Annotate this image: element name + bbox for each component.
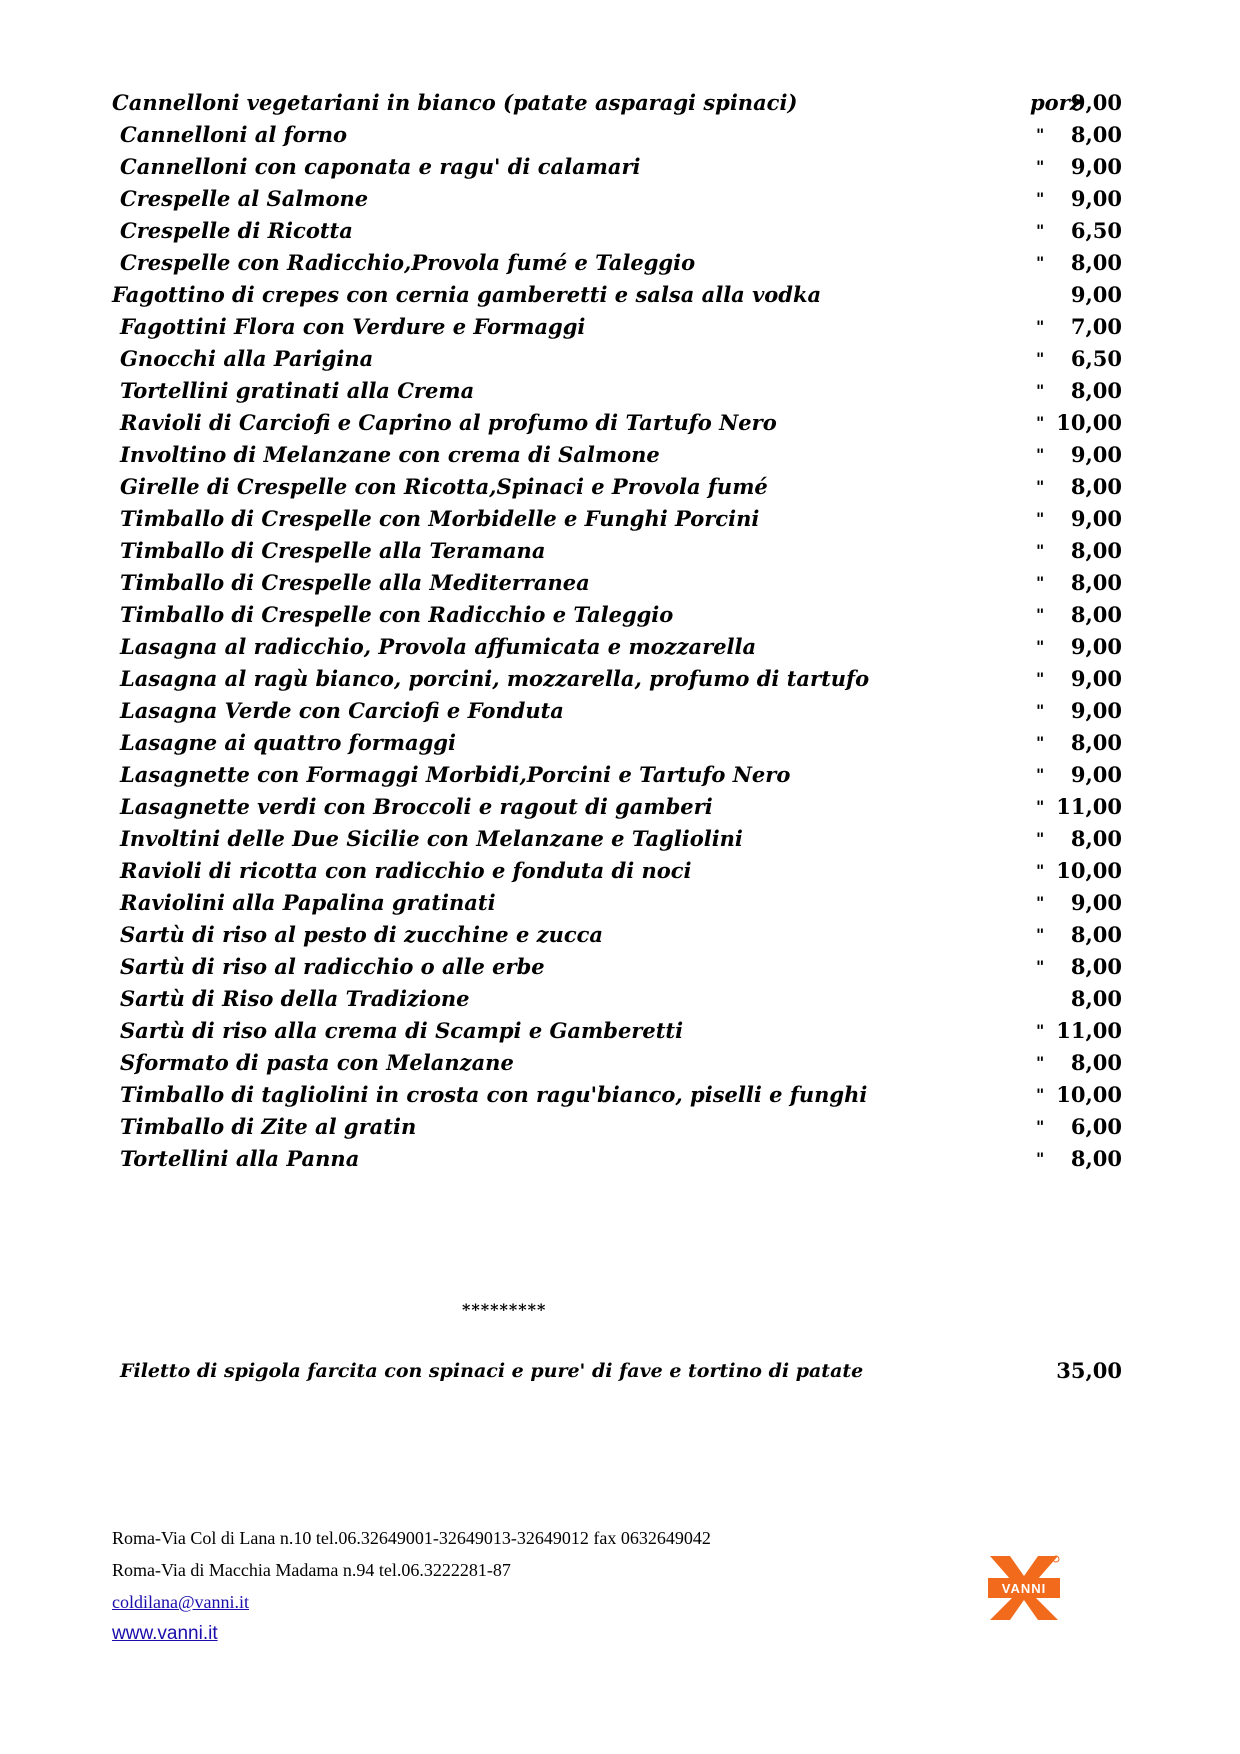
- dish-name: Lasagna al ragù bianco, porcini, mozzarella, profumo di tartufo: [120, 666, 870, 691]
- dish-unit: ": [1036, 541, 1045, 560]
- dish-name: Crespelle di Ricotta: [120, 218, 353, 243]
- menu-row: [112, 695, 1122, 727]
- dish-unit: ": [1036, 1117, 1045, 1136]
- dish-unit: ": [1036, 1149, 1045, 1168]
- menu-row: [112, 1143, 1122, 1175]
- dish-price: 9,00: [1070, 698, 1122, 723]
- dish-price: 8,00: [1070, 378, 1122, 403]
- menu-row: [112, 1111, 1122, 1143]
- dish-unit: ": [1036, 157, 1045, 176]
- dish-price: 9,00: [1070, 890, 1122, 915]
- menu-row: [112, 567, 1122, 599]
- dish-unit: ": [1036, 1053, 1045, 1072]
- menu-row: [112, 119, 1122, 151]
- dish-unit: ": [1036, 125, 1045, 144]
- menu-row: [112, 407, 1122, 439]
- menu-row: [112, 823, 1122, 855]
- dish-name: Involtini delle Due Sicilie con Melanzane e Tagliolini: [120, 826, 743, 851]
- menu-row: [112, 727, 1122, 759]
- separator: *********: [462, 1300, 547, 1319]
- dish-price: 9,00: [1070, 282, 1122, 307]
- dish-unit: ": [1036, 253, 1045, 272]
- dish-name: Girelle di Crespelle con Ricotta,Spinaci e Provola fumé: [120, 474, 768, 499]
- dish-price: 11,00: [1056, 794, 1122, 819]
- dish-unit: ": [1036, 765, 1045, 784]
- menu-row: [112, 183, 1122, 215]
- dish-price: 10,00: [1056, 858, 1122, 883]
- menu-row: [112, 471, 1122, 503]
- address-macchia-madama: Roma-Via di Macchia Madama n.94 tel.06.3222281-87: [112, 1560, 511, 1580]
- menu-row: [112, 919, 1122, 951]
- dish-unit: ": [1036, 605, 1045, 624]
- dish-name: Ravioli di Carciofi e Caprino al profumo di Tartufo Nero: [120, 410, 777, 435]
- dish-price: 9,00: [1070, 762, 1122, 787]
- dish-price: 8,00: [1070, 250, 1122, 275]
- dish-unit: ": [1036, 1085, 1045, 1104]
- dish-unit: ": [1036, 1021, 1045, 1040]
- dish-name: Timballo di Crespelle alla Teramana: [120, 538, 546, 563]
- dish-price: 8,00: [1070, 474, 1122, 499]
- dish-price: 8,00: [1070, 570, 1122, 595]
- menu-row: [112, 1079, 1122, 1111]
- dish-unit: ": [1036, 317, 1045, 336]
- dish-name: Lasagnette con Formaggi Morbidi,Porcini e Tartufo Nero: [120, 762, 791, 787]
- dish-price: 10,00: [1056, 1082, 1122, 1107]
- dish-price: 6,50: [1070, 346, 1122, 371]
- dish-name: Involtino di Melanzane con crema di Salmone: [120, 442, 660, 467]
- dish-unit: ": [1036, 189, 1045, 208]
- dish-name: Cannelloni al forno: [120, 122, 348, 147]
- dish-unit: ": [1036, 669, 1045, 688]
- dish-price: 8,00: [1070, 122, 1122, 147]
- dish-price: 9,00: [1070, 666, 1122, 691]
- dish-name: Cannelloni con caponata e ragu' di calamari: [120, 154, 641, 179]
- menu-row: [112, 247, 1122, 279]
- menu-row: [112, 855, 1122, 887]
- dish-name: Fagottino di crepes con cernia gamberetti e salsa alla vodka: [112, 282, 822, 307]
- menu-row: [112, 503, 1122, 535]
- dish-price: 9,00: [1070, 506, 1122, 531]
- dish-name: Crespelle con Radicchio,Provola fumé e Taleggio: [120, 250, 696, 275]
- dish-name: Sartù di Riso della Tradizione: [120, 986, 470, 1011]
- special-dish: [112, 1355, 1122, 1387]
- dish-name: Crespelle al Salmone: [120, 186, 369, 211]
- dish-price: 9,00: [1070, 154, 1122, 179]
- email-link[interactable]: coldilana@vanni.it: [112, 1592, 250, 1612]
- dish-name: Raviolini alla Papalina gratinati: [120, 890, 496, 915]
- dish-price: 8,00: [1070, 922, 1122, 947]
- special-dish-name: Filetto di spigola farcita con spinaci e pure' di fave e tortino di patate: [120, 1360, 864, 1382]
- menu-row: [112, 439, 1122, 471]
- menu-row: [112, 535, 1122, 567]
- dish-unit: porz: [1030, 90, 1082, 115]
- dish-name: Timballo di Crespelle con Radicchio e Taleggio: [120, 602, 674, 627]
- dish-name: Sartù di riso al radicchio o alle erbe: [120, 954, 545, 979]
- menu-row: [112, 759, 1122, 791]
- dish-unit: ": [1036, 957, 1045, 976]
- menu-row: [112, 151, 1122, 183]
- menu-row: [112, 887, 1122, 919]
- dish-price: 6,00: [1070, 1114, 1122, 1139]
- special-dish-price: 35,00: [1056, 1358, 1122, 1383]
- dish-price: 11,00: [1056, 1018, 1122, 1043]
- menu-row: [112, 631, 1122, 663]
- menu-row: [112, 1015, 1122, 1047]
- dish-price: 8,00: [1070, 1050, 1122, 1075]
- dish-price: 9,00: [1070, 442, 1122, 467]
- dish-name: Fagottini Flora con Verdure e Formaggi: [120, 314, 586, 339]
- menu-row: [112, 983, 1122, 1015]
- dish-price: 6,50: [1070, 218, 1122, 243]
- menu-row: [112, 791, 1122, 823]
- dish-name: Timballo di tagliolini in crosta con ragu'bianco, piselli e funghi: [120, 1082, 868, 1107]
- dish-unit: ": [1036, 925, 1045, 944]
- dish-unit: ": [1036, 445, 1045, 464]
- dish-unit: ": [1036, 637, 1045, 656]
- menu-row: [112, 311, 1122, 343]
- dish-name: Timballo di Crespelle alla Mediterranea: [120, 570, 590, 595]
- dish-name: Lasagnette verdi con Broccoli e ragout di gamberi: [120, 794, 713, 819]
- dish-name: Ravioli di ricotta con radicchio e fonduta di noci: [120, 858, 692, 883]
- dish-price: 8,00: [1070, 730, 1122, 755]
- menu-row: [112, 1047, 1122, 1079]
- dish-price: 8,00: [1070, 538, 1122, 563]
- dish-name: Timballo di Crespelle con Morbidelle e Funghi Porcini: [120, 506, 760, 531]
- dish-price: 9,00: [1070, 90, 1122, 115]
- dish-name: Lasagna Verde con Carciofi e Fonduta: [120, 698, 564, 723]
- dish-name: Cannelloni vegetariani in bianco (patate asparagi spinaci): [112, 90, 798, 115]
- menu-row: [112, 215, 1122, 247]
- dish-price: 8,00: [1070, 602, 1122, 627]
- menu-row: [112, 343, 1122, 375]
- dish-price: 9,00: [1070, 186, 1122, 211]
- dish-name: Timballo di Zite al gratin: [120, 1114, 417, 1139]
- dish-unit: ": [1036, 701, 1045, 720]
- footer: [112, 1522, 711, 1650]
- dish-unit: ": [1036, 573, 1045, 592]
- dish-price: 8,00: [1070, 954, 1122, 979]
- menu-row: [112, 279, 1122, 311]
- dish-name: Tortellini alla Panna: [120, 1146, 360, 1171]
- menu-row: [112, 375, 1122, 407]
- dish-price: 8,00: [1070, 1146, 1122, 1171]
- address-col-di-lana: Roma-Via Col di Lana n.10 tel.06.32649001-32649013-32649012 fax 0632649042: [112, 1528, 711, 1548]
- dish-name: Gnocchi alla Parigina: [120, 346, 374, 371]
- dish-name: Sartù di riso alla crema di Scampi e Gamberetti: [120, 1018, 684, 1043]
- dish-unit: ": [1036, 381, 1045, 400]
- menu-row: [112, 87, 1122, 119]
- dish-unit: ": [1036, 509, 1045, 528]
- logo-text: VANNI: [1001, 1581, 1047, 1596]
- dish-unit: ": [1036, 797, 1045, 816]
- dish-name: Sformato di pasta con Melanzane: [120, 1050, 514, 1075]
- dish-unit: ": [1036, 733, 1045, 752]
- menu-row: [112, 951, 1122, 983]
- dish-name: Lasagne ai quattro formaggi: [120, 730, 456, 755]
- menu-row: [112, 663, 1122, 695]
- dish-unit: ": [1036, 477, 1045, 496]
- dish-name: Sartù di riso al pesto di zucchine e zucca: [120, 922, 604, 947]
- vanni-logo: [988, 1554, 1060, 1622]
- dish-price: 7,00: [1070, 314, 1122, 339]
- website-link[interactable]: www.vanni.it: [112, 1623, 218, 1644]
- menu-row: [112, 599, 1122, 631]
- dish-price: 8,00: [1070, 826, 1122, 851]
- dish-name: Tortellini gratinati alla Crema: [120, 378, 475, 403]
- dish-name: Lasagna al radicchio, Provola affumicata e mozzarella: [120, 634, 757, 659]
- dish-price: 10,00: [1056, 410, 1122, 435]
- dish-unit: ": [1036, 413, 1045, 432]
- dish-unit: ": [1036, 349, 1045, 368]
- dish-unit: ": [1036, 829, 1045, 848]
- dish-unit: ": [1036, 861, 1045, 880]
- dish-unit: ": [1036, 893, 1045, 912]
- dish-price: 9,00: [1070, 634, 1122, 659]
- menu-list: [112, 87, 1122, 1175]
- dish-price: 8,00: [1070, 986, 1122, 1011]
- dish-unit: ": [1036, 221, 1045, 240]
